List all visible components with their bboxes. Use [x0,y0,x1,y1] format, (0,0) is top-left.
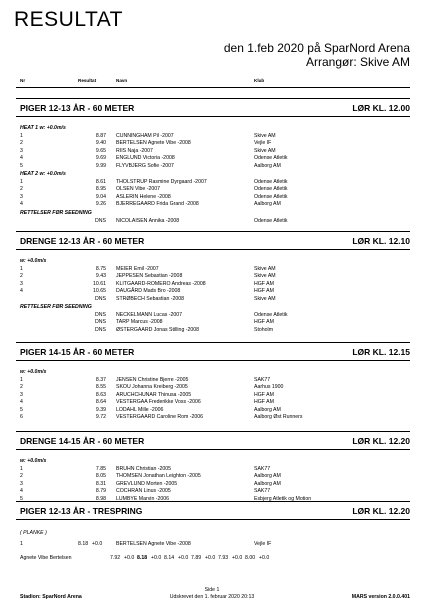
row-athlete: TARP Marcus -2008 [116,319,163,326]
row-result: DNS [95,312,106,318]
row-position: 3 [20,193,23,200]
header-divider [16,87,410,88]
row-athlete: NECKELMANN Lucas -2007 [116,312,183,318]
row-result: DNS [95,295,106,302]
row-result: 8.95 [95,186,106,193]
row-athlete: BERTELSEN Agnete Vibe -2008 [116,140,191,147]
row-position: 5 [20,495,23,502]
row-position: 2 [20,186,23,193]
event-time: LØR KL. 12.00 [352,103,410,113]
row-club: Odense Atletik [254,217,288,224]
row-club: SAK77 [254,488,271,495]
row-result: 8.18 [78,541,89,547]
row-position: 1 [20,266,23,272]
series-athlete: Agnete Vibe Bertelsen [20,555,72,561]
row-position: 1 [20,377,23,383]
event-divider [16,231,410,232]
row-athlete: ENGLUND Victoria -2008 [116,155,175,162]
attempt-result: 8.00 [245,555,256,561]
row-club: Esbjerg Atletik og Motion [254,495,312,502]
row-position: 2 [20,473,23,480]
row-athlete: LUMBYE Marvin -2006 [116,495,170,502]
row-athlete: BERTELSEN Agnete Vibe -2008 [116,541,191,547]
row-result: DNS [95,319,106,326]
row-club: Aalborg Øst Runners [254,414,303,420]
row-club: HGF AM [254,399,274,406]
event-title: DRENGE 12-13 ÅR - 60 METER [20,236,145,246]
row-result: 8.87 [95,133,106,139]
row-result: 8.98 [95,495,106,502]
row-athlete: THOMSEN Jonathan Leighton -2005 [116,473,201,480]
row-club: Aalborg AM [254,473,281,480]
row-result: 9.65 [95,147,106,154]
event-divider [16,431,410,432]
row-athlete: NICOLAISEN Annika -2008 [116,217,180,224]
row-athlete: VESTERGAARD Caroline Rom -2006 [116,414,204,420]
row-position: 4 [20,201,23,208]
row-athlete: ASLERIN Helene -2008 [116,193,171,200]
row-position: 6 [20,414,23,420]
row-athlete: ARUCHCHUNAR Thinusa -2005 [116,391,192,398]
event-time: LØR KL. 12.20 [352,506,410,516]
row-club: Odense Atletik [254,193,288,200]
row-position: 2 [20,140,23,147]
row-athlete: BJERREGAARD Frida Grand -2008 [116,201,199,208]
row-club: SAK77 [254,377,271,383]
row-club: SAK77 [254,466,271,472]
attempt-wind: +0.0 [205,555,216,561]
event-divider [16,519,410,520]
row-athlete: DAUGÅRD Mads Bro -2008 [116,288,181,295]
row-result: 8.61 [95,179,106,185]
row-position: 4 [20,399,23,406]
row-club: HGF AM [254,319,274,326]
row-result: 8.63 [95,391,106,398]
attempt-result: 8.18 [137,555,148,561]
group-label: RETTELSER FØR SEEDNING [20,304,92,310]
event-date-venue: den 1.feb 2020 på SparNord Arena [223,41,410,55]
row-club: Odense Atletik [254,155,288,162]
row-athlete: BRUHN Christian -2005 [116,466,172,472]
row-result: DNS [95,217,106,224]
row-result: 8.05 [95,473,106,480]
row-result: 9.26 [95,201,106,208]
group-label: w: +0.0m/s [20,258,47,264]
row-result: DNS [95,326,106,333]
row-result: 8.79 [95,488,106,495]
row-position: 4 [20,288,23,295]
row-result: 9.99 [95,162,106,169]
group-label: w: +0.0m/s [20,369,47,375]
row-wind: +0.0 [92,541,103,547]
row-position: 4 [20,488,23,495]
row-club: Skive AM [254,133,276,139]
row-position: 3 [20,480,23,487]
attempt-result: 7.92 [110,555,121,561]
event-divider [16,360,410,361]
row-position: 5 [20,406,23,413]
row-athlete: RIIS Naja -2007 [116,147,153,154]
row-position: 1 [20,179,23,185]
row-club: Skive AM [254,295,276,302]
row-club: HGF AM [254,280,274,287]
event-time: LØR KL. 12.15 [352,347,410,357]
col-header-name: Navn [116,78,128,83]
attempt-wind: +0.0 [232,555,243,561]
row-result: 9.72 [95,414,106,420]
event-title: PIGER 12-13 ÅR - 60 METER [20,103,135,113]
row-result: 8.75 [95,266,106,272]
row-athlete: JEPPESEN Sebastian -2008 [116,273,183,280]
row-club: HGF AM [254,288,274,295]
group-label: HEAT 2 w: +0.0m/s [20,171,66,177]
attempt-result: 7.93 [218,555,229,561]
row-club: Odense Atletik [254,186,288,193]
footer-version: MARS version 2.0.0.401 [351,594,410,600]
organizer: Arrangør: Skive AM [305,55,410,69]
row-club: Skive AM [254,266,276,272]
row-position: 1 [20,541,23,547]
row-club: Aalborg AM [254,406,281,413]
footer-printed: Udskrevet den 1. februar 2020 20:13 [169,594,255,600]
row-result: 8.37 [95,377,106,383]
event-title: DRENGE 14-15 ÅR - 60 METER [20,436,145,446]
group-label: HEAT 1 w: +0.0m/s [20,125,66,131]
row-result: 9.40 [95,140,106,147]
row-position: 2 [20,273,23,280]
row-result: 10.61 [93,280,106,287]
row-athlete: GREVLUND Morten -2005 [116,480,178,487]
row-athlete: THOLSTRUP Rasmine Dyrgaard -2007 [116,179,207,185]
row-club: Vejle IF [254,541,272,547]
row-athlete: COCHRAN Linus -2005 [116,488,171,495]
event-divider [16,98,410,99]
event-divider [16,501,410,502]
row-result: 8.64 [95,399,106,406]
row-athlete: CUNNINGHAM Pil -2007 [116,133,174,139]
row-club: Odense Atletik [254,179,288,185]
row-athlete: FLYVBJERG Sofie -2007 [116,162,174,169]
row-position: 5 [20,162,23,169]
row-club: Skive AM [254,147,276,154]
row-athlete: JENSEN Christine Bjerre -2005 [116,377,189,383]
row-result: 8.55 [95,384,106,391]
attempt-result: 8.14 [164,555,175,561]
row-position: 4 [20,155,23,162]
row-athlete: OLSEN Vibe -2007 [116,186,161,193]
event-title: PIGER 12-13 ÅR - TRESPRING [20,506,143,516]
row-position: 3 [20,391,23,398]
event-divider [16,249,410,250]
row-position: 1 [20,466,23,472]
row-club: Aarhus 1900 [254,384,284,391]
event-divider [16,342,410,343]
row-club: Aalborg AM [254,162,281,169]
group-label: RETTELSER FØR SEEDNING [20,209,92,216]
event-time: LØR KL. 12.10 [352,236,410,246]
attempt-wind: +0.0 [259,555,270,561]
event-title: PIGER 14-15 ÅR - 60 METER [20,347,135,357]
row-result: 9.43 [95,273,106,280]
group-label: w: +0.0m/s [20,458,47,464]
row-athlete: VESTERGAA Frederikke Voss -2006 [116,399,201,406]
attempt-wind: +0.0 [124,555,135,561]
row-result: 7.85 [95,466,106,472]
col-header-result: Resultat [78,78,97,83]
col-header-club: Klub [254,78,265,83]
row-club: Odense Atletik [254,312,288,318]
row-club: Aalborg AM [254,480,281,487]
event-divider [16,116,410,117]
row-position: 3 [20,147,23,154]
event-time: LØR KL. 12.20 [352,436,410,446]
row-athlete: SKOU Johanna Kreiberg -2005 [116,384,188,391]
row-athlete: ØSTERGAARD Jonas Stilling -2008 [116,326,200,333]
footer-venue: Stadion: SparNord Arena [20,594,82,600]
row-result: 9.39 [95,406,106,413]
attempt-wind: +0.0 [151,555,162,561]
attempt-wind: +0.0 [178,555,189,561]
row-athlete: STRØBECH Sebastian -2008 [116,295,185,302]
row-result: 9.69 [95,155,106,162]
attempt-result: 7.89 [191,555,202,561]
row-club: Stoholm [254,326,274,333]
row-club: Vejle IF [254,140,272,147]
row-result: 8.31 [95,480,106,487]
row-athlete: LODAHL Mille -2006 [116,406,164,413]
row-athlete: MEIER Emil -2007 [116,266,159,272]
col-header-nr: Nr [20,78,26,83]
group-label: ( PLANKE ) [20,530,47,536]
row-result: 10.65 [93,288,106,295]
row-club: Skive AM [254,273,276,280]
row-position: 1 [20,133,23,139]
page-number: Side 1 [204,587,220,593]
row-position: 3 [20,280,23,287]
row-club: HGF AM [254,391,274,398]
page-title: RESULTAT [14,8,124,31]
event-divider [16,449,410,450]
row-position: 2 [20,384,23,391]
row-athlete: KLITGAARD-ROMERO Andreas -2008 [116,280,206,287]
row-club: Aalborg AM [254,201,281,208]
row-result: 9.04 [95,193,106,200]
